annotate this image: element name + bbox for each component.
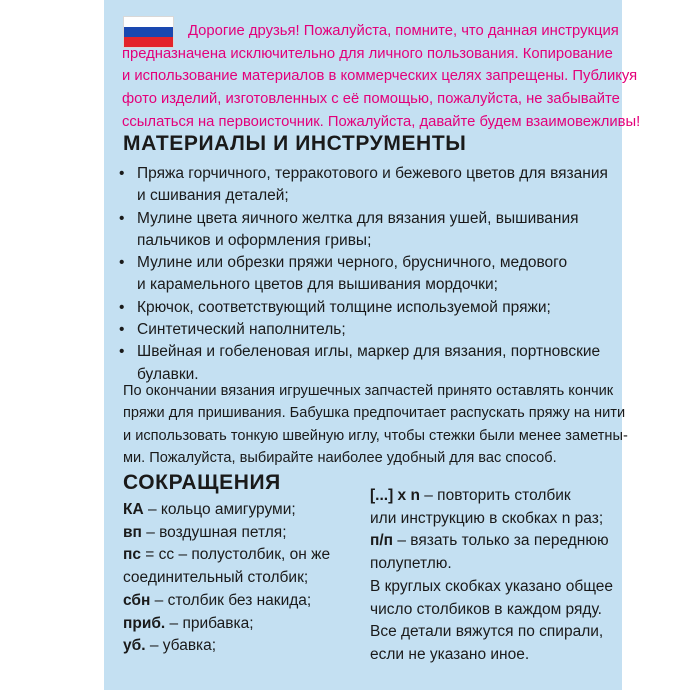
copyright-notice	[122, 20, 641, 134]
abbreviation-term: КА	[123, 501, 144, 518]
abbreviation-term: пс	[123, 546, 141, 564]
note-line: и использовать тонкую швейную иглу, чтобы стежки были менее заметны-	[123, 427, 628, 444]
abbreviation-term: вп	[123, 523, 142, 541]
notice-line: ссылаться на первоисточник. Пожалуйста, давайте будем взаимовежливы!	[122, 113, 641, 130]
list-item	[118, 297, 614, 319]
materials-heading: МАТЕРИАЛЫ И ИНСТРУМЕНТЫ	[123, 132, 467, 155]
materials-list	[118, 163, 614, 386]
note-line: По окончании вязания игрушечных запчастей принято оставлять кончик	[123, 383, 614, 399]
abbreviations-heading: СОКРАЩЕНИЯ	[123, 471, 281, 494]
list-item-text: и сшивания деталей;	[137, 187, 289, 205]
abbreviation-definition: = сс – полустолбик, он же	[140, 546, 331, 564]
abbreviation-definition: или инструкцию в скобках n раз;	[370, 509, 604, 527]
abbreviation-note	[370, 576, 618, 621]
note-line: если не указано иное.	[370, 645, 530, 663]
list-item	[118, 319, 614, 341]
notice-line: и использование материалов в коммерческих целях запрещены. Публикуя	[122, 68, 638, 85]
abbreviation-definition: – столбик без накида;	[150, 591, 312, 609]
abbreviation-row	[123, 522, 363, 545]
abbreviation-row	[123, 635, 363, 658]
list-item-text: пальчиков и оформления гривы;	[137, 231, 372, 249]
notice-line: фото изделий, изготовленных с её помощью, пожалуйста, не забывайте	[122, 91, 620, 108]
abbreviation-row	[123, 544, 363, 589]
abbreviation-term: уб.	[123, 637, 146, 655]
abbreviation-term: приб.	[123, 614, 166, 632]
abbreviation-row	[123, 499, 363, 522]
abbreviation-term: сбн	[123, 591, 151, 609]
note-line: пряжи для пришивания. Бабушка предпочитает распускать пряжу на нити	[123, 405, 626, 422]
list-item-text: и карамельного цветов для вышивания мордочки;	[137, 276, 498, 294]
abbreviation-row	[370, 485, 618, 530]
notice-line: Дорогие друзья! Пожалуйста, помните, что данная инструкция	[188, 23, 619, 39]
abbreviation-term: п/п	[370, 532, 394, 550]
note-line: Все детали вяжутся по спирали,	[370, 623, 604, 641]
bullet-icon: •	[119, 298, 125, 316]
materials-note	[123, 380, 628, 469]
list-item	[118, 252, 614, 297]
abbreviation-row	[123, 590, 363, 613]
bullet-icon: •	[119, 254, 125, 272]
abbreviations-left-column	[123, 499, 363, 658]
list-item-text: булавки.	[137, 365, 199, 383]
abbreviation-definition: – кольцо амигуруми;	[143, 501, 296, 518]
abbreviation-definition: соединительный столбик;	[123, 569, 309, 587]
abbreviation-row	[370, 530, 618, 575]
list-item-text: Швейная и гобеленовая иглы, маркер для вязания, портновские	[137, 343, 601, 361]
bullet-icon: •	[119, 209, 125, 227]
abbreviation-definition: – воздушная петля;	[141, 523, 287, 541]
list-item-text: Крючок, соответствующий толщине используемой пряжи;	[137, 298, 551, 316]
abbreviations-right-column	[370, 485, 618, 667]
abbreviation-term: [...] x n	[370, 487, 420, 504]
bullet-icon: •	[119, 321, 125, 339]
notice-line: предназначена исключительно для личного пользования. Копирование	[122, 45, 613, 62]
bullet-icon: •	[119, 343, 125, 361]
abbreviation-definition: полупетлю.	[370, 555, 452, 573]
abbreviation-definition: – повторить столбик	[419, 487, 571, 504]
note-line: ми. Пожалуйста, выбирайте наиболее удобный для вас способ.	[123, 449, 557, 466]
abbreviation-row	[123, 613, 363, 636]
note-line: число столбиков в каждом ряду.	[370, 600, 602, 618]
list-item	[118, 208, 614, 253]
bullet-icon: •	[119, 165, 125, 182]
abbreviation-definition: – убавка;	[145, 637, 217, 655]
list-item-text: Мулине или обрезки пряжи черного, брусничного, медового	[137, 254, 568, 272]
list-item-text: Синтетический наполнитель;	[137, 321, 346, 339]
list-item-text: Пряжа горчичного, терракотового и бежевого цветов для вязания	[137, 165, 608, 182]
abbreviation-note	[370, 621, 618, 666]
list-item	[118, 163, 614, 208]
note-line: В круглых скобках указано общее	[370, 577, 614, 595]
abbreviation-definition: – вязать только за переднюю	[393, 532, 609, 550]
list-item-text: Мулине цвета яичного желтка для вязания ушей, вышивания	[137, 209, 579, 227]
abbreviation-definition: – прибавка;	[165, 614, 254, 632]
